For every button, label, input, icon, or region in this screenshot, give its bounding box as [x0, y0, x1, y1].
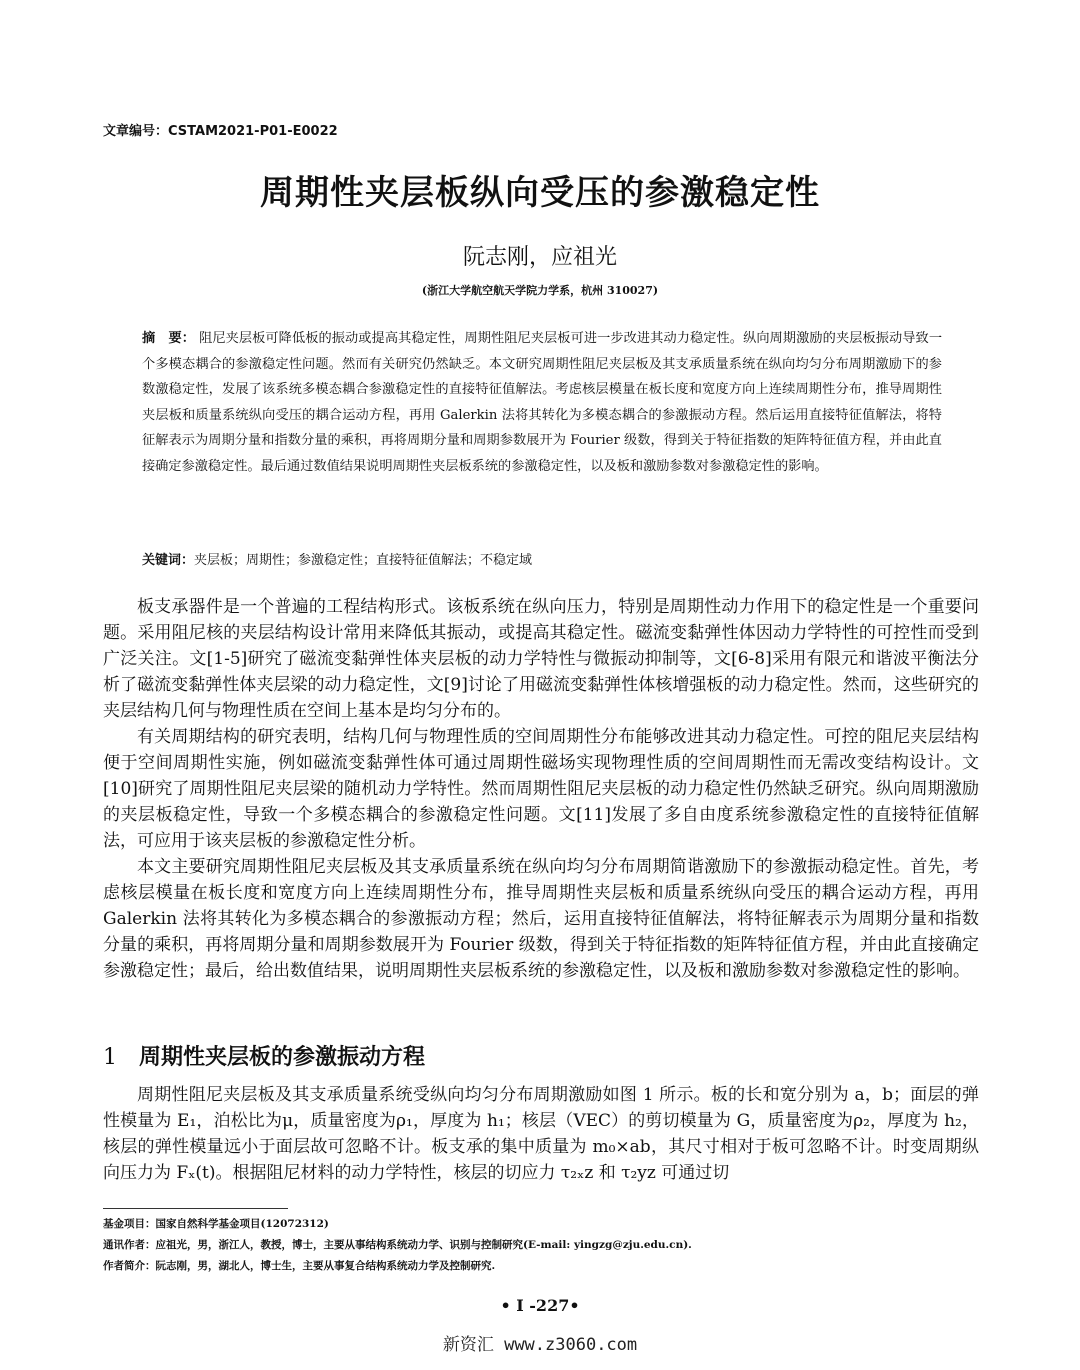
footnotes — [103, 1214, 979, 1277]
section-title: 周期性夹层板的参激振动方程 — [139, 1045, 426, 1070]
introduction — [103, 594, 979, 984]
abstract — [142, 326, 942, 479]
body-paragraph: 板支承器件是一个普遍的工程结构形式。该板系统在纵向压力，特别是周期性动力作用下的稳定性是一个重要问题。采用阻尼核的夹层结构设计常用来降低其振动，或提高其稳定性。磁流变黏弹性体因动力学特性的可控性而受到广泛关注。文[1-5]研究了磁流变黏弹性体夹层板的动力学特性与微振动抑制等，文[6-8]采用有限元和谐波平衡法分析了磁流变黏弹性体夹层梁的动力稳定性，文[9]讨论了用磁流变黏弹性体核增强板的动力稳定性。然而，这些研究的夹层结构几何与物理性质在空间上基本是均匀分布的。 — [103, 597, 979, 721]
abstract-text: 阻尼夹层板可降低板的振动或提高其稳定性，周期性阻尼夹层板可进一步改进其动力稳定性。纵向周期激励的夹层板振动导致一个多模态耦合的参激稳定性问题。然而有关研究仍然缺乏。本文研究周期性阻尼夹层板及其支承质量系统在纵向均匀分布周期激励下的参数激稳定性，发展了该系统多模态耦合参激稳定性的直接特征值解法。考虑核层模量在板长度和宽度方向上连续周期性分布，推导周期性夹层板和质量系统纵向受压的耦合运动方程，再用 Galerkin 法将其转化为多模态耦合的参激振动方程。然后运用直接特征值解法，将特征解表示为周期分量和指数分量的乘积，再将周期分量和周期参数展开为 Fourier 级数，得到关于特征指数的矩阵特征值方程，并由此直接确定参激稳定性。最后通过数值结果说明周期性夹层板系统的参激稳定性，以及板和激励参数对参激稳定性的影响。 — [142, 331, 943, 474]
footnote-funding: 基金项目：国家自然科学基金项目(12072312) — [103, 1218, 329, 1230]
affiliation: (浙江大学航空航天学院力学系，杭州 310027) — [421, 284, 659, 297]
authors: 阮志刚，应祖光 — [462, 245, 617, 270]
paper-title: 周期性夹层板纵向受压的参激稳定性 — [260, 173, 820, 213]
section-number: 1 — [103, 1045, 117, 1070]
section-paragraph: 周期性阻尼夹层板及其支承质量系统受纵向均匀分布周期激励如图 1 所示。板的长和宽分别为 a，b；面层的弹性模量为 E₁，泊松比为μ，质量密度为ρ₁，厚度为 h₁；核层（VEC）的剪切模量为 G，质量密度为ρ₂，厚度为 h₂，核层的弹性模量远小于面层故可忽略不计。板支承的集中质量为 m₀×ab，其尺寸相对于板可忽略不计。时变周期纵向压力为 Fₓ(t)。根据阻尼材料的动力学特性，核层的切应力 τ₂ₓz 和 τ₂yz 可通过切 — [103, 1085, 979, 1183]
section-heading — [103, 1040, 425, 1071]
footnote-corresponding-author: 通讯作者：应祖光，男，浙江人，教授，博士，主要从事结构系统动力学、识别与控制研究(E-mail: yingzg@zju.edu.cn). — [103, 1239, 692, 1251]
keywords-label: 关键词： — [142, 553, 195, 568]
watermark: 新资汇 www.z3060.com — [442, 1335, 638, 1355]
body-paragraph: 本文主要研究周期性阻尼夹层板及其支承质量系统在纵向均匀分布周期简谐激励下的参激振动稳定性。首先，考虑核层模量在板长度和宽度方向上连续周期性分布，推导周期性夹层板和质量系统纵向受压的耦合运动方程，再用 Galerkin 法将其转化为多模态耦合的参激振动方程；然后，运用直接特征值解法，将特征解表示为周期分量和指数分量的乘积，再将周期分量和周期参数展开为 Fourier 级数，得到关于特征指数的矩阵特征值方程，并由此直接确定参激稳定性；最后，给出数值结果，说明周期性夹层板系统的参激稳定性，以及板和激励参数对参激稳定性的影响。 — [103, 857, 979, 981]
keywords-text: 夹层板；周期性；参激稳定性；直接特征值解法；不稳定域 — [194, 553, 533, 568]
article-id: 文章编号：CSTAM2021-P01-E0022 — [103, 124, 338, 139]
abstract-label: 摘 要： — [142, 331, 196, 346]
footnote-author-bio: 作者简介：阮志刚，男，湖北人，博士生，主要从事复合结构系统动力学及控制研究. — [103, 1260, 496, 1272]
body-paragraph: 有关周期结构的研究表明，结构几何与物理性质的空间周期性分布能够改进其动力稳定性。可控的阻尼夹层结构便于空间周期性实施，例如磁流变黏弹性体可通过周期性磁场实现物理性质的空间周期性而无需改变结构设计。文[10]研究了周期性阻尼夹层梁的随机动力学特性。然而周期性阻尼夹层板的动力稳定性仍然缺乏研究。纵向周期激励的夹层板稳定性，导致一个多模态耦合的参激稳定性问题。文[11]发展了多自由度系统参激稳定性的直接特征值解法，可应用于该夹层板的参激稳定性分析。 — [103, 727, 979, 851]
section-body — [103, 1082, 979, 1186]
footnote-rule — [103, 1208, 288, 1209]
page-number: • Ⅰ -227• — [500, 1296, 580, 1315]
keywords — [142, 549, 532, 568]
